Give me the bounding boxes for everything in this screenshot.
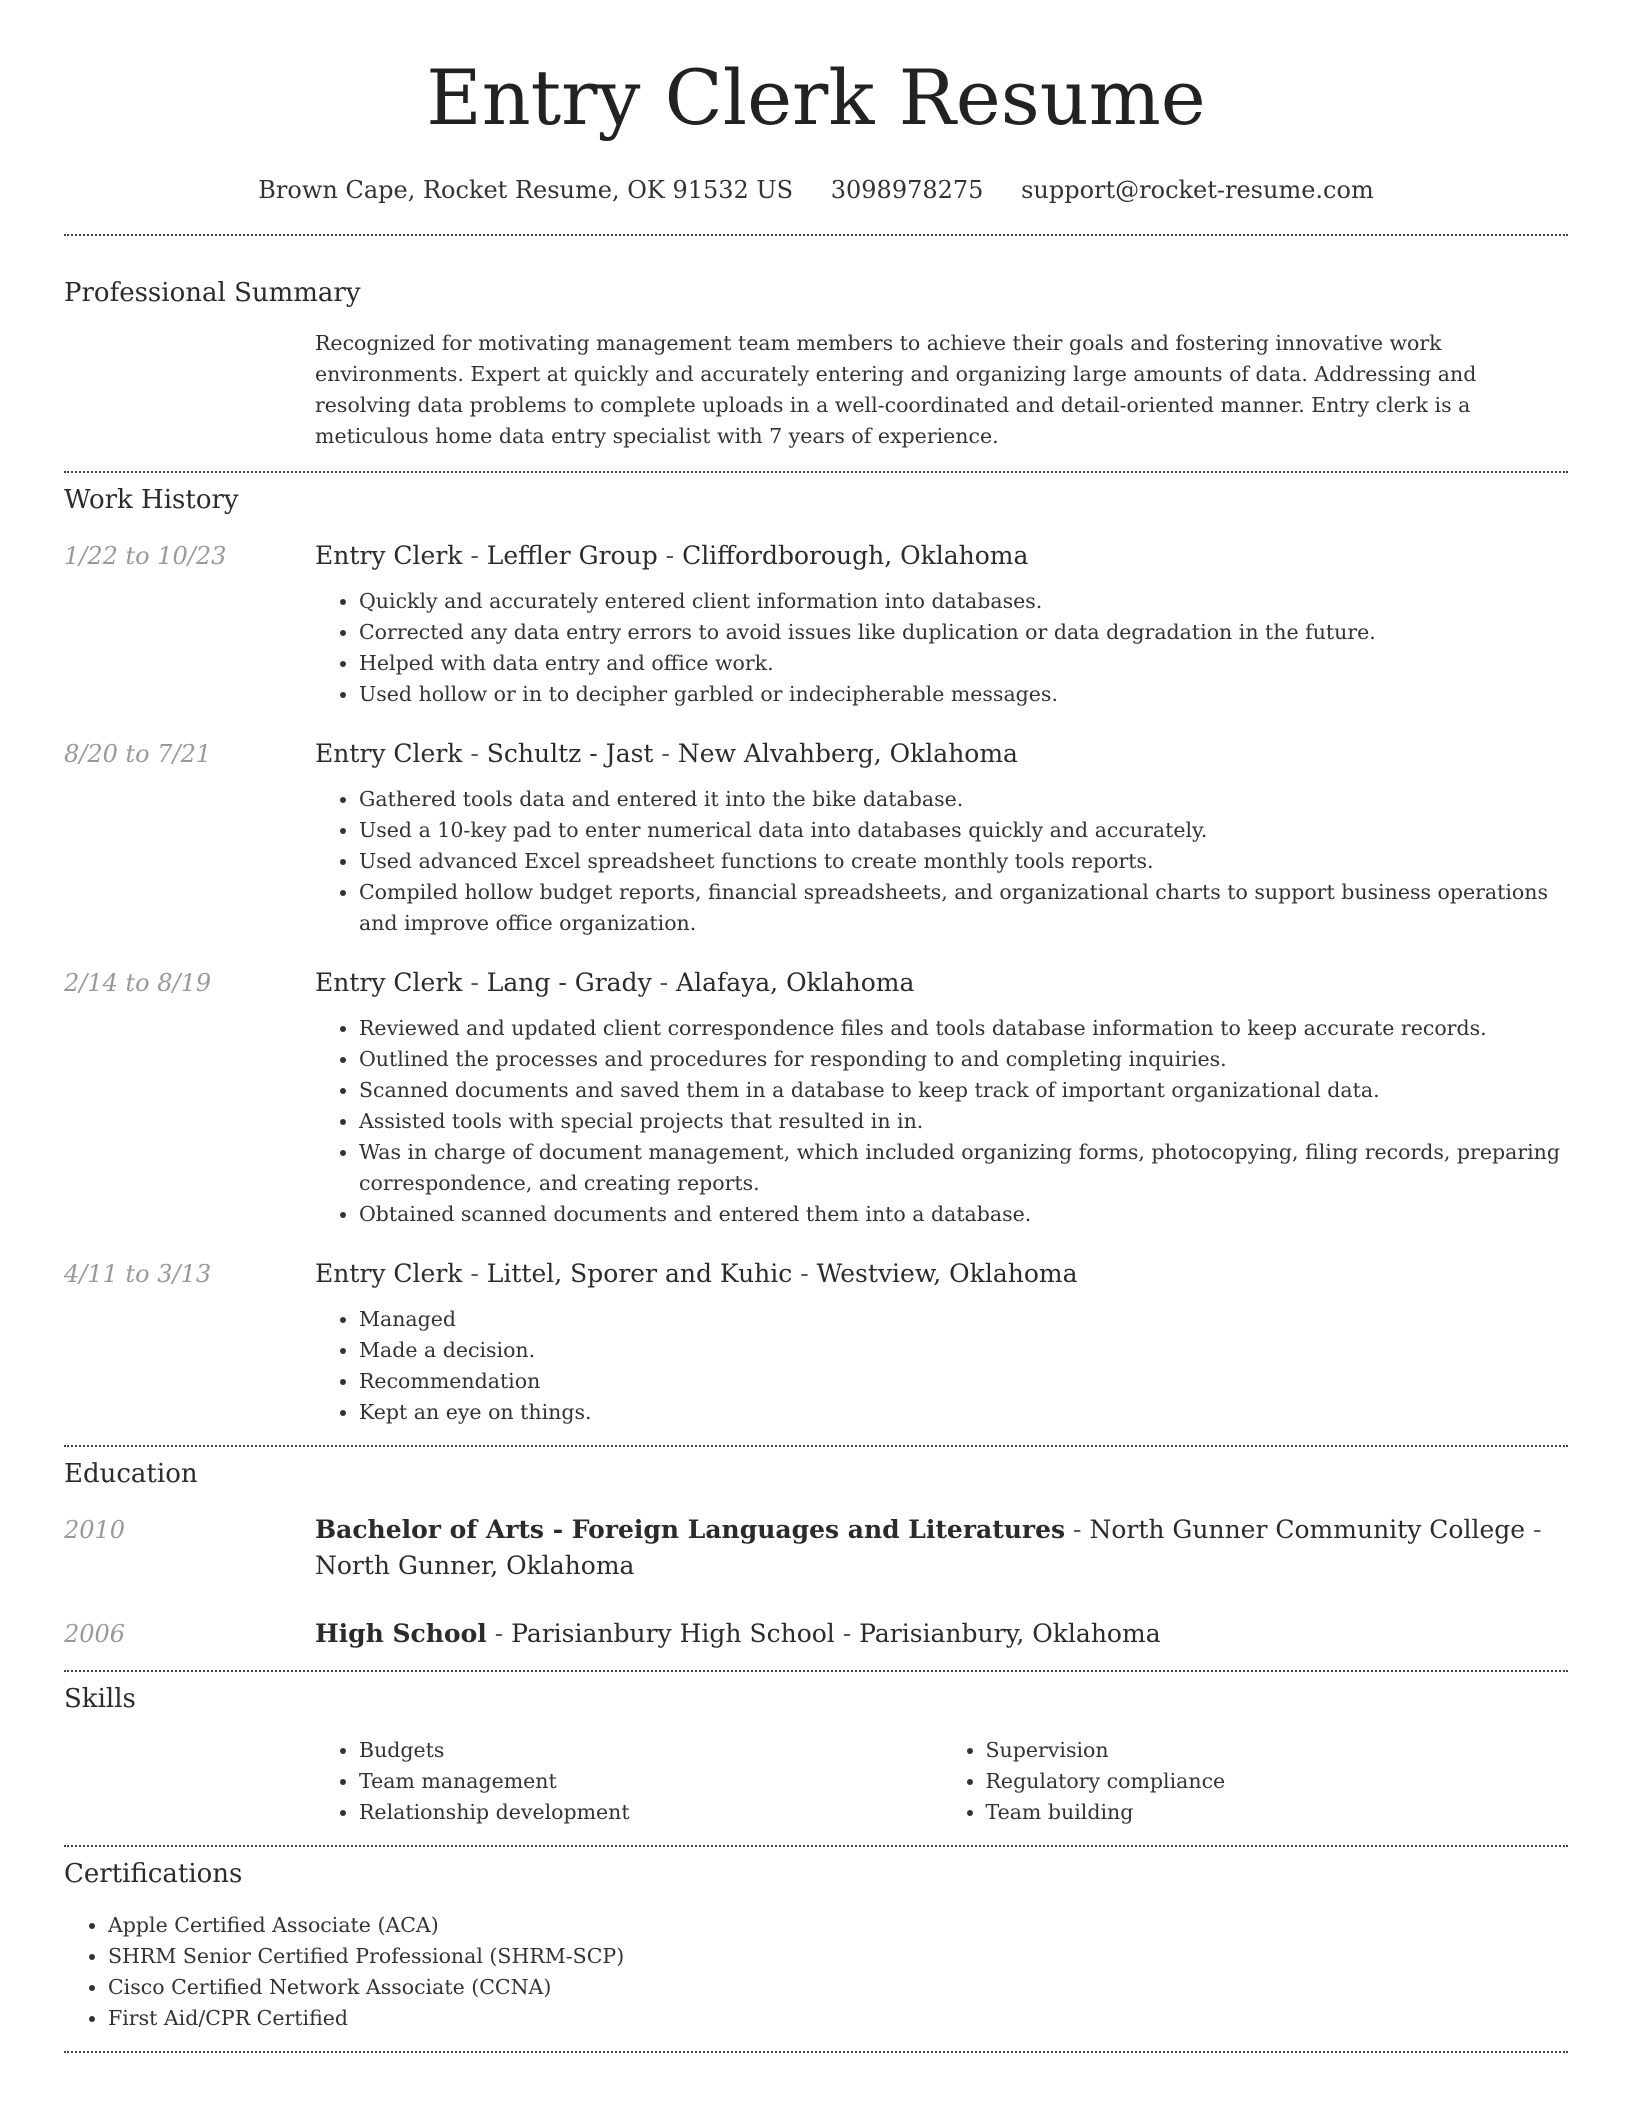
section-title-education: Education	[64, 1459, 198, 1489]
contact-line	[64, 174, 1568, 206]
skill-item: • Team building	[986, 1797, 1569, 1828]
divider	[64, 1845, 1568, 1847]
certification-item: • SHRM Senior Certified Professional (SHRM-SCP)	[108, 1941, 1568, 1972]
list-item: • Managed	[359, 1304, 1568, 1335]
job-entry	[64, 736, 1568, 939]
list-item: • Assisted tools with special projects that resulted in in.	[359, 1106, 1568, 1137]
school-location: Parisianbury, Oklahoma	[859, 1619, 1161, 1648]
list-item: • Was in charge of document management, which included organizing forms, photocopying, filing records, preparing correspondence, and creating reports.	[359, 1137, 1568, 1199]
divider	[64, 1670, 1568, 1672]
list-item: • Made a decision.	[359, 1335, 1568, 1366]
job-title: Entry Clerk	[315, 968, 463, 997]
job-bullets	[315, 586, 1568, 710]
job-entry	[64, 965, 1568, 1230]
divider	[64, 471, 1568, 473]
job-dates: 1/22 to 10/23	[64, 542, 227, 570]
school-name: Parisianbury High School	[511, 1619, 835, 1648]
list-item: • Reviewed and updated client correspondence files and tools database information to keep accurate records.	[359, 1013, 1568, 1044]
list-item: • Quickly and accurately entered client information into databases.	[359, 586, 1568, 617]
job-heading: Entry Clerk - Leffler Group - Cliffordborough, Oklahoma	[315, 541, 1029, 570]
certification-item: • Cisco Certified Network Associate (CCNA)	[108, 1972, 1568, 2003]
list-item: • Helped with data entry and office work.	[359, 648, 1568, 679]
job-entry	[64, 1256, 1568, 1428]
skill-item: • Team management	[359, 1766, 942, 1797]
section-title-certifications: Certifications	[64, 1859, 243, 1889]
education-year: 2006	[64, 1620, 126, 1648]
job-title: Entry Clerk	[315, 541, 463, 570]
summary-text: Recognized for motivating management team members to achieve their goals and fostering innovative work environments. Expert at quickly and accurately entering and organizing large amounts of data. Addressing and resolving data problems to complete uploads in a well-coordinated and detail-oriented manner. Entry clerk is a meticulous home data entry specialist with 7 years of experience.	[315, 331, 1477, 448]
skill-item: • Supervision	[986, 1735, 1569, 1766]
degree-name: High School	[315, 1619, 487, 1648]
job-title: Entry Clerk	[315, 739, 463, 768]
education-entry	[64, 1616, 1568, 1652]
skills-list-left	[315, 1735, 942, 1828]
section-title-work: Work History	[64, 485, 239, 515]
job-company: Lang - Grady	[486, 968, 652, 997]
section-title-summary: Professional Summary	[64, 278, 361, 308]
resume-page	[64, 0, 1568, 2053]
phone-text: 3098978275	[830, 176, 984, 204]
page-title: Entry Clerk Resume	[426, 53, 1206, 142]
skills-columns	[315, 1735, 1568, 1828]
job-details	[315, 965, 1568, 1230]
list-item: • Scanned documents and saved them in a database to keep track of important organizational data.	[359, 1075, 1568, 1106]
school-location: North Gunner, Oklahoma	[315, 1551, 635, 1580]
job-company: Leffler Group	[486, 541, 658, 570]
job-details	[315, 736, 1568, 939]
job-heading: Entry Clerk - Lang - Grady - Alafaya, Oklahoma	[315, 968, 915, 997]
job-bullets	[315, 1013, 1568, 1230]
certification-item: • Apple Certified Associate (ACA)	[108, 1910, 1568, 1941]
school-name: North Gunner Community College	[1089, 1515, 1526, 1544]
list-item: • Used advanced Excel spreadsheet functions to create monthly tools reports.	[359, 846, 1568, 877]
job-location: Westview, Oklahoma	[816, 1259, 1078, 1288]
job-bullets	[315, 1304, 1568, 1428]
skill-item: • Relationship development	[359, 1797, 942, 1828]
certification-item: • First Aid/CPR Certified	[108, 2003, 1568, 2034]
job-location: Alafaya, Oklahoma	[676, 968, 915, 997]
job-dates: 8/20 to 7/21	[64, 740, 212, 768]
list-item: • Recommendation	[359, 1366, 1568, 1397]
job-location: New Alvahberg, Oklahoma	[677, 739, 1018, 768]
divider	[64, 2051, 1568, 2053]
job-bullets	[315, 784, 1568, 939]
skill-item: • Budgets	[359, 1735, 942, 1766]
education-year: 2010	[64, 1516, 126, 1544]
list-item: • Kept an eye on things.	[359, 1397, 1568, 1428]
certifications-list	[64, 1910, 1568, 2034]
job-entry	[64, 538, 1568, 710]
list-item: • Corrected any data entry errors to avoid issues like duplication or data degradation in the future.	[359, 617, 1568, 648]
job-dates: 4/11 to 3/13	[64, 1260, 212, 1288]
skills-list-right	[942, 1735, 1569, 1828]
list-item: • Obtained scanned documents and entered them into a database.	[359, 1199, 1568, 1230]
list-item: • Compiled hollow budget reports, financial spreadsheets, and organizational charts to support business operations and improve office organization.	[359, 877, 1568, 939]
job-location: Cliffordborough, Oklahoma	[682, 541, 1029, 570]
list-item: • Outlined the processes and procedures for responding to and completing inquiries.	[359, 1044, 1568, 1075]
skill-item: • Regulatory compliance	[986, 1766, 1569, 1797]
education-entry	[64, 1512, 1568, 1584]
divider	[64, 1445, 1568, 1447]
education-details: Bachelor of Arts - Foreign Languages and Literatures - North Gunner Community College - North Gunner, Oklahoma	[315, 1515, 1542, 1580]
section-title-skills: Skills	[64, 1684, 136, 1714]
job-company: Littel, Sporer and Kuhic	[486, 1259, 793, 1288]
list-item: • Used a 10-key pad to enter numerical data into databases quickly and accurately.	[359, 815, 1568, 846]
job-dates: 2/14 to 8/19	[64, 969, 212, 997]
job-heading: Entry Clerk - Littel, Sporer and Kuhic - Westview, Oklahoma	[315, 1259, 1078, 1288]
email-link[interactable]: support@rocket-resume.com	[1021, 176, 1374, 204]
education-details: High School - Parisianbury High School - Parisianbury, Oklahoma	[315, 1619, 1161, 1648]
job-details	[315, 1256, 1568, 1428]
list-item: • Gathered tools data and entered it into the bike database.	[359, 784, 1568, 815]
address-text: Brown Cape, Rocket Resume, OK 91532 US	[258, 176, 794, 204]
job-company: Schultz - Jast	[486, 739, 654, 768]
divider	[64, 234, 1568, 236]
job-title: Entry Clerk	[315, 1259, 463, 1288]
job-details	[315, 538, 1568, 710]
degree-name: Bachelor of Arts - Foreign Languages and Literatures	[315, 1515, 1066, 1544]
list-item: • Used hollow or in to decipher garbled or indecipherable messages.	[359, 679, 1568, 710]
job-heading: Entry Clerk - Schultz - Jast - New Alvahberg, Oklahoma	[315, 739, 1018, 768]
